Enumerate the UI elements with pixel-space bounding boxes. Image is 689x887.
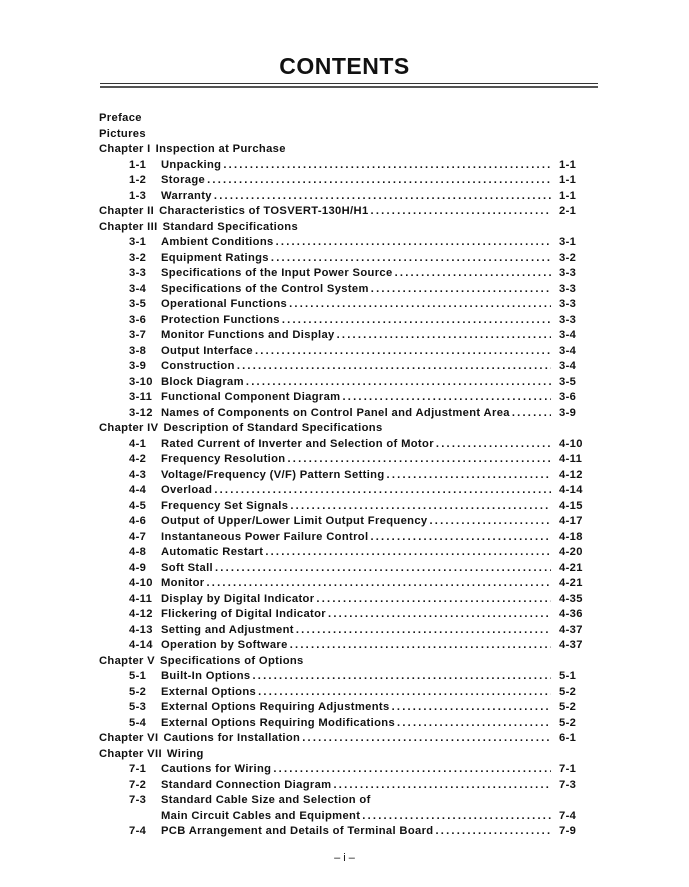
page-number: – i –	[334, 852, 355, 864]
section-number: 5-2	[129, 685, 147, 698]
section-number: 3-1	[129, 236, 147, 248]
toc-plain-row[interactable]	[99, 127, 599, 143]
entry-page-number: 6-1	[559, 732, 577, 744]
entry-title: Built-In Options	[161, 670, 251, 682]
section-number: 3-12	[129, 406, 153, 419]
entry-title: Inspection at Purchase	[155, 143, 286, 155]
entry-title: Output Interface	[161, 344, 253, 357]
section-number: 5-1	[129, 670, 147, 682]
indent-spacer	[99, 669, 129, 685]
entry-page-number: 1-1	[559, 189, 577, 202]
toc-chapter-row[interactable]	[99, 747, 599, 763]
entry-page-number: 4-18	[559, 530, 583, 543]
section-number: 7-1	[129, 763, 147, 775]
section-number: 4-14	[129, 639, 153, 651]
indent-spacer	[99, 793, 129, 809]
toc-section-row[interactable]	[99, 359, 599, 375]
indent-spacer	[99, 530, 129, 546]
entry-page-number: 5-1	[559, 670, 577, 682]
dot-leader	[258, 685, 551, 701]
toc-section-row[interactable]	[99, 530, 599, 546]
indent-spacer	[99, 406, 129, 422]
section-number: 4-13	[129, 623, 153, 636]
dot-leader	[370, 530, 551, 546]
toc-section-row[interactable]	[99, 251, 599, 267]
toc-chapter-row[interactable]	[99, 204, 599, 220]
entry-title: Standard Specifications	[162, 220, 299, 233]
indent-spacer	[99, 251, 129, 267]
dot-leader	[296, 623, 551, 639]
section-number: 3-7	[129, 329, 147, 341]
toc-section-row[interactable]	[99, 173, 599, 189]
indent-spacer	[99, 266, 129, 282]
dot-leader	[397, 716, 551, 732]
toc-section-row[interactable]	[99, 266, 599, 282]
entry-page-number: 4-15	[559, 499, 583, 512]
entry-page-number: 4-36	[559, 608, 583, 620]
dot-leader	[392, 700, 551, 716]
indent-spacer	[99, 716, 129, 732]
entry-page-number: 4-12	[559, 468, 583, 481]
indent-spacer	[99, 158, 129, 174]
entry-title: Ambient Conditions	[161, 236, 274, 248]
section-number: 4-8	[129, 546, 147, 558]
toc-section-row[interactable]	[99, 685, 599, 701]
entry-page-number: 3-3	[559, 282, 577, 295]
section-number: 4-1	[129, 437, 147, 450]
entry-page-number: 5-2	[559, 716, 577, 729]
chapter-label: Chapter IV	[99, 422, 159, 434]
dot-leader	[206, 576, 551, 592]
indent-spacer	[99, 809, 129, 825]
table-of-contents	[99, 111, 599, 840]
dot-leader	[215, 561, 551, 577]
entry-page-number: 3-6	[559, 391, 577, 403]
dot-leader	[223, 158, 551, 174]
dot-leader	[214, 189, 551, 205]
dot-leader	[512, 406, 551, 422]
indent-spacer	[99, 778, 129, 794]
indent-spacer	[99, 359, 129, 375]
entry-title: Warranty	[161, 189, 212, 202]
toc-section-row[interactable]	[99, 700, 599, 716]
section-number: 7-2	[129, 778, 147, 791]
dot-leader	[246, 375, 551, 391]
entry-title: Setting and Adjustment	[161, 623, 294, 636]
entry-title: Block Diagram	[161, 375, 244, 388]
toc-section-row[interactable]	[99, 437, 599, 453]
section-number: 4-4	[129, 484, 147, 496]
entry-page-number: 4-10	[559, 437, 583, 450]
entry-page-number: 4-21	[559, 577, 583, 589]
indent-spacer	[99, 437, 129, 453]
entry-page-number: 7-4	[559, 809, 577, 822]
toc-chapter-row[interactable]	[99, 421, 599, 437]
dot-leader	[342, 390, 551, 406]
toc-section-row[interactable]	[99, 514, 599, 530]
title-rule-bottom	[100, 86, 598, 88]
toc-section-row[interactable]	[99, 313, 599, 329]
entry-page-number: 4-37	[559, 623, 583, 636]
indent-spacer	[99, 313, 129, 329]
section-number: 4-9	[129, 561, 147, 574]
entry-title: Standard Cable Size and Selection of	[161, 794, 371, 806]
section-number: 7-4	[129, 825, 147, 837]
dot-leader	[371, 204, 551, 220]
toc-section-row[interactable]	[99, 375, 599, 391]
section-number: 4-2	[129, 453, 147, 465]
toc-chapter-row[interactable]	[99, 220, 599, 236]
section-number: 1-1	[129, 158, 147, 171]
toc-section-row[interactable]	[99, 158, 599, 174]
entry-page-number: 5-2	[559, 685, 577, 698]
section-number: 4-10	[129, 577, 153, 589]
title-rule-top	[100, 83, 598, 84]
section-number: 5-4	[129, 716, 147, 729]
dot-leader	[387, 468, 551, 484]
entry-title: Characteristics of TOSVERT-130H/H1	[159, 205, 369, 217]
toc-section-row[interactable]	[99, 576, 599, 592]
indent-spacer	[99, 173, 129, 189]
toc-section-row[interactable]	[99, 669, 599, 685]
section-number: 4-11	[129, 592, 153, 605]
entry-title: Operation by Software	[161, 639, 288, 651]
entry-title: External Options Requiring Adjustments	[161, 701, 390, 713]
toc-chapter-row[interactable]	[99, 731, 599, 747]
entry-page-number: 5-2	[559, 701, 577, 713]
chapter-label: Chapter VI	[99, 732, 159, 744]
entry-title: Functional Component Diagram	[161, 391, 341, 403]
entry-page-number: 4-37	[559, 639, 583, 651]
entry-title: Frequency Set Signals	[161, 499, 289, 512]
entry-title: Monitor Functions and Display	[161, 329, 335, 341]
entry-page-number: 3-4	[559, 329, 577, 341]
chapter-label: Chapter V	[99, 654, 155, 667]
indent-spacer	[99, 592, 129, 608]
toc-section-row[interactable]	[99, 607, 599, 623]
dot-leader	[214, 483, 551, 499]
indent-spacer	[99, 452, 129, 468]
section-number: 3-8	[129, 344, 147, 357]
entry-page-number: 3-3	[559, 267, 577, 279]
dot-leader	[333, 778, 551, 794]
entry-title: Description of Standard Specifications	[163, 422, 383, 434]
indent-spacer	[99, 514, 129, 530]
indent-spacer	[99, 576, 129, 592]
indent-spacer	[99, 499, 129, 515]
section-number: 3-3	[129, 267, 147, 279]
indent-spacer	[99, 561, 129, 577]
section-number: 4-5	[129, 499, 147, 512]
dot-leader	[273, 762, 551, 778]
entry-page-number: 3-2	[559, 251, 577, 264]
toc-section-row[interactable]	[99, 716, 599, 732]
dot-leader	[276, 235, 551, 251]
dot-leader	[255, 344, 551, 360]
dot-leader	[302, 731, 551, 747]
entry-title: External Options Requiring Modifications	[161, 716, 396, 729]
entry-title: Automatic Restart	[161, 546, 264, 558]
entry-title: External Options	[161, 685, 257, 698]
dot-leader	[290, 638, 551, 654]
chapter-label: Chapter II	[99, 205, 155, 217]
indent-spacer	[99, 189, 129, 205]
indent-spacer	[99, 638, 129, 654]
entry-title: Rated Current of Inverter and Selection of Motor	[161, 437, 434, 450]
section-number: 4-7	[129, 530, 147, 543]
dot-leader	[436, 824, 552, 840]
dot-leader	[271, 251, 551, 267]
section-number: 5-3	[129, 701, 147, 713]
toc-section-row[interactable]	[99, 778, 599, 794]
toc-section-row[interactable]	[99, 297, 599, 313]
indent-spacer	[99, 700, 129, 716]
entry-title: Overload	[161, 484, 213, 496]
section-number: 3-2	[129, 251, 147, 264]
entry-page-number: 7-9	[559, 825, 577, 837]
section-number: 3-10	[129, 375, 153, 388]
toc-section-row[interactable]	[99, 406, 599, 422]
indent-spacer	[99, 607, 129, 623]
entry-title: Specifications of Options	[160, 654, 304, 667]
dot-leader	[395, 266, 551, 282]
entry-title: Construction	[161, 360, 235, 372]
entry-title: Soft Stall	[161, 561, 213, 574]
entry-page-number: 4-20	[559, 546, 583, 558]
chapter-label: Chapter VII	[99, 747, 162, 760]
entry-title: Specifications of the Input Power Source	[161, 267, 393, 279]
dot-leader	[430, 514, 552, 530]
entry-title: Cautions for Installation	[163, 732, 301, 744]
indent-spacer	[99, 282, 129, 298]
entry-title: Names of Components on Control Panel and Adjustment Area	[161, 406, 510, 419]
entry-page-number: 3-4	[559, 360, 577, 372]
page-title: CONTENTS	[279, 53, 410, 79]
indent-spacer	[99, 824, 129, 840]
entry-title: Cautions for Wiring	[161, 763, 272, 775]
entry-page-number: 4-17	[559, 515, 583, 527]
entry-title: Specifications of the Control System	[161, 282, 369, 295]
toc-section-row[interactable]	[99, 809, 599, 825]
toc-section-row[interactable]	[99, 561, 599, 577]
toc-plain-row[interactable]	[99, 111, 599, 127]
toc-section-row[interactable]	[99, 452, 599, 468]
entry-page-number: 3-3	[559, 298, 577, 310]
toc-section-row[interactable]	[99, 328, 599, 344]
toc-section-row[interactable]	[99, 499, 599, 515]
entry-title: Storage	[161, 174, 206, 186]
toc-section-row[interactable]	[99, 282, 599, 298]
dot-leader	[328, 607, 551, 623]
dot-leader	[289, 297, 551, 313]
entry-title: Frequency Resolution	[161, 453, 286, 465]
entry-title: Monitor	[161, 577, 205, 589]
indent-spacer	[99, 328, 129, 344]
dot-leader	[436, 437, 551, 453]
entry-title: Pictures	[99, 127, 146, 140]
indent-spacer	[99, 685, 129, 701]
entry-title: Main Circuit Cables and Equipment	[161, 809, 361, 822]
toc-section-row[interactable]	[99, 189, 599, 205]
entry-page-number: 7-3	[559, 778, 577, 791]
section-number: 7-3	[129, 794, 147, 806]
dot-leader	[371, 282, 551, 298]
entry-title: Unpacking	[161, 158, 222, 171]
toc-section-row[interactable]	[99, 592, 599, 608]
section-number: 3-5	[129, 298, 147, 310]
entry-title: Flickering of Digital Indicator	[161, 608, 327, 620]
entry-page-number: 3-4	[559, 344, 577, 357]
section-number: 4-12	[129, 608, 153, 620]
toc-section-row[interactable]	[99, 824, 599, 840]
section-number	[129, 809, 161, 825]
indent-spacer	[99, 390, 129, 406]
toc-chapter-row[interactable]	[99, 654, 599, 670]
chapter-label: Chapter III	[99, 220, 158, 233]
entry-title: Preface	[99, 112, 142, 124]
dot-leader	[253, 669, 552, 685]
entry-page-number: 1-1	[559, 158, 577, 171]
entry-page-number: 3-5	[559, 375, 577, 388]
indent-spacer	[99, 375, 129, 391]
toc-section-row[interactable]	[99, 793, 599, 809]
entry-title: Voltage/Frequency (V/F) Pattern Setting	[161, 468, 385, 481]
toc-section-row[interactable]	[99, 390, 599, 406]
entry-title: Instantaneous Power Failure Control	[161, 530, 369, 543]
toc-section-row[interactable]	[99, 638, 599, 654]
entry-title: Wiring	[166, 747, 204, 760]
entry-title: Operational Functions	[161, 298, 288, 310]
entry-title: Protection Functions	[161, 313, 280, 326]
entry-page-number: 2-1	[559, 205, 577, 217]
section-number: 4-6	[129, 515, 147, 527]
section-number: 3-6	[129, 313, 147, 326]
entry-page-number: 4-14	[559, 484, 583, 496]
dot-leader	[265, 545, 551, 561]
entry-page-number: 4-21	[559, 561, 583, 574]
toc-section-row[interactable]	[99, 483, 599, 499]
indent-spacer	[99, 483, 129, 499]
entry-page-number: 4-11	[559, 453, 583, 465]
section-number: 3-4	[129, 282, 147, 295]
entry-title: Equipment Ratings	[161, 251, 269, 264]
toc-chapter-row[interactable]	[99, 142, 599, 158]
dot-leader	[337, 328, 551, 344]
entry-page-number: 3-1	[559, 236, 577, 248]
dot-leader	[282, 313, 551, 329]
entry-page-number: 4-35	[559, 592, 583, 605]
entry-title: Standard Connection Diagram	[161, 778, 332, 791]
section-number: 4-3	[129, 468, 147, 481]
section-number: 3-9	[129, 360, 147, 372]
dot-leader	[316, 592, 551, 608]
indent-spacer	[99, 623, 129, 639]
toc-section-row[interactable]	[99, 623, 599, 639]
entry-page-number: 3-3	[559, 313, 577, 326]
toc-section-row[interactable]	[99, 344, 599, 360]
entry-title: Display by Digital Indicator	[161, 592, 315, 605]
indent-spacer	[99, 468, 129, 484]
toc-section-row[interactable]	[99, 762, 599, 778]
indent-spacer	[99, 344, 129, 360]
toc-section-row[interactable]	[99, 468, 599, 484]
entry-title: PCB Arrangement and Details of Terminal Board	[161, 825, 434, 837]
indent-spacer	[99, 235, 129, 251]
dot-leader	[207, 173, 551, 189]
dot-leader	[362, 809, 551, 825]
toc-section-row[interactable]	[99, 235, 599, 251]
section-number: 1-3	[129, 189, 147, 202]
entry-title: Output of Upper/Lower Limit Output Frequency	[161, 515, 428, 527]
toc-section-row[interactable]	[99, 545, 599, 561]
section-number: 1-2	[129, 174, 147, 186]
entry-page-number: 3-9	[559, 406, 577, 419]
section-number: 3-11	[129, 391, 153, 403]
dot-leader	[290, 499, 551, 515]
indent-spacer	[99, 297, 129, 313]
dot-leader	[288, 452, 552, 468]
indent-spacer	[99, 545, 129, 561]
dot-leader	[237, 359, 551, 375]
indent-spacer	[99, 762, 129, 778]
entry-page-number: 7-1	[559, 763, 577, 775]
chapter-label: Chapter I	[99, 143, 151, 155]
entry-page-number: 1-1	[559, 174, 577, 186]
